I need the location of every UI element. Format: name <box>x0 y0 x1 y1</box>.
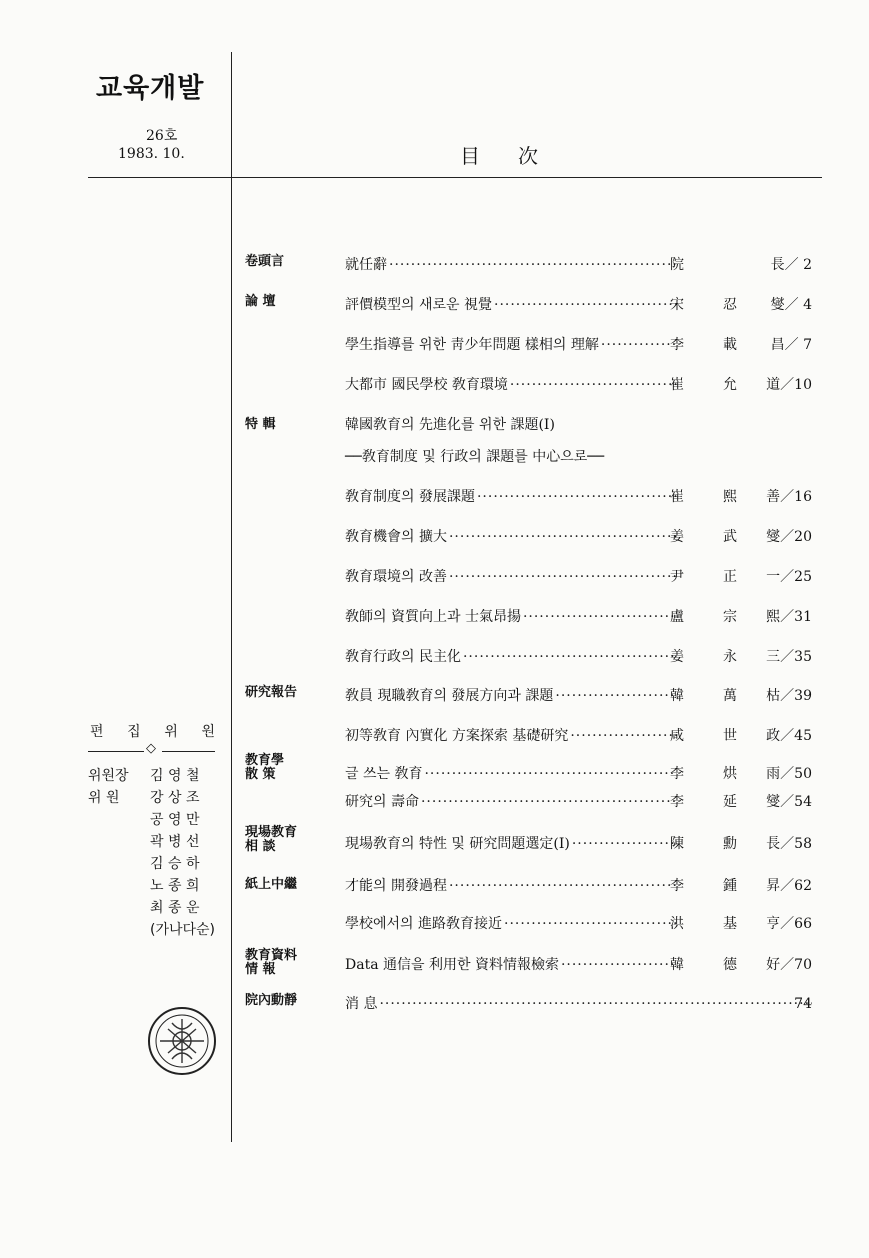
author-char: 允 <box>723 377 737 393</box>
author-char: 韓 <box>670 957 684 973</box>
editor-name: (가나다순) <box>150 922 216 938</box>
leader-dots <box>421 792 677 812</box>
header-rule <box>88 177 822 178</box>
toc-entry <box>345 686 812 706</box>
page-number: 政／45 <box>766 728 812 744</box>
page-number: 枯／39 <box>766 688 812 704</box>
page-number: 一／25 <box>766 569 812 585</box>
leader-dots <box>572 834 677 854</box>
entry-title: 글 쓰는 敎育 <box>345 766 423 782</box>
entry-title: 研究의 壽命 <box>345 794 419 810</box>
entry-title: 敎育制度의 發展課題 <box>345 489 475 505</box>
leader-dots <box>449 567 677 587</box>
entry-title: Data 通信을 利用한 資料情報檢索 <box>345 957 559 973</box>
author-char: 忍 <box>723 297 737 313</box>
author-char: 洪 <box>670 916 684 932</box>
editors-title: 편 집 위 원 <box>90 724 215 740</box>
author-char: 陳 <box>670 836 684 852</box>
toc-entry <box>345 764 812 784</box>
toc-entry <box>345 415 812 435</box>
page-number: 亨／66 <box>766 916 812 932</box>
author-char: 永 <box>723 649 737 665</box>
author-char: 盧 <box>670 609 684 625</box>
author-char: 世 <box>723 728 737 744</box>
seal-stamp-icon <box>146 1005 218 1077</box>
author-char: 熙 <box>723 489 737 505</box>
vertical-rule <box>231 52 232 1142</box>
author-char: 姜 <box>670 649 684 665</box>
editor-name: 김 승 하 <box>150 856 200 872</box>
editor-role: 위원장 <box>88 768 129 784</box>
author-char: 咸 <box>670 728 684 744</box>
entry-title: 敎育行政의 民主化 <box>345 649 461 665</box>
toc-entry <box>345 607 812 627</box>
editor-name: 김 영 철 <box>150 768 200 784</box>
author-char: 宋 <box>670 297 684 313</box>
toc-entry <box>345 914 812 934</box>
toc-entry <box>345 295 812 315</box>
section-label: 特 輯 <box>245 417 276 432</box>
author-char: 姜 <box>670 529 684 545</box>
page-number: 長／ 2 <box>770 257 812 273</box>
leader-dots <box>449 876 677 896</box>
toc-entry <box>345 527 812 547</box>
author-char: 正 <box>723 569 737 585</box>
toc-entry <box>345 876 812 896</box>
author-char: 院 <box>670 257 684 273</box>
author-char: 宗 <box>723 609 737 625</box>
page-number: 長／58 <box>766 836 812 852</box>
entry-title: 就任辭 <box>345 257 387 273</box>
magazine-title: 교육개발 <box>96 73 205 104</box>
author-char: 李 <box>670 878 684 894</box>
page-number: 道／10 <box>766 377 812 393</box>
entry-title: 敎員 現職敎育의 發展方向과 課題 <box>345 688 554 704</box>
editors-divider: ◇ <box>88 745 215 757</box>
author-char: 鍾 <box>723 878 737 894</box>
entry-title: 現場敎育의 特性 및 研究問題選定(Ⅰ) <box>345 836 570 852</box>
toc-entry <box>345 487 812 507</box>
section-label: 論 壇 <box>245 294 276 309</box>
leader-dots <box>477 487 677 507</box>
editor-name: 노 종 희 <box>150 878 200 894</box>
toc-entry <box>345 955 812 975</box>
section-label: 卷頭言 <box>245 254 285 269</box>
section-label: 現場教育 相 談 <box>245 825 298 854</box>
author-char: 崔 <box>670 489 684 505</box>
toc-title: 目次 <box>460 144 576 168</box>
leader-dots <box>389 255 677 275</box>
toc-entry <box>345 726 812 746</box>
toc-entry <box>345 255 812 275</box>
entry-title: 敎育環境의 改善 <box>345 569 447 585</box>
leader-dots <box>449 527 677 547</box>
toc-entry <box>345 834 812 854</box>
toc-entry <box>345 647 812 667</box>
author-char: 武 <box>723 529 737 545</box>
author-char: 李 <box>670 794 684 810</box>
section-label: 教育資料 情 報 <box>245 948 298 977</box>
entry-title: 消 息 <box>345 996 378 1012</box>
editor-name: 공 영 만 <box>150 812 200 828</box>
leader-dots <box>555 686 677 706</box>
entry-title: 才能의 開發過程 <box>345 878 447 894</box>
page-number: 好／70 <box>766 957 812 973</box>
author-char: 載 <box>723 337 737 353</box>
entry-title: 敎師의 資質向上과 士氣昂揚 <box>345 609 521 625</box>
page-number: 燮／ 4 <box>770 297 812 313</box>
leader-dots <box>379 994 812 1014</box>
entry-title: 學生指導를 위한 靑少年問題 樣相의 理解 <box>345 337 599 353</box>
section-label: 研究報告 <box>245 685 298 700</box>
author-char: 李 <box>670 337 684 353</box>
author-char: 崔 <box>670 377 684 393</box>
author-char: 李 <box>670 766 684 782</box>
page-number: 熙／31 <box>766 609 812 625</box>
leader-dots <box>523 607 677 627</box>
editor-name: 곽 병 선 <box>150 834 200 850</box>
entry-title: 敎育機會의 擴大 <box>345 529 447 545</box>
page-number: 燮／54 <box>766 794 812 810</box>
leader-dots <box>601 335 677 355</box>
leader-dots <box>424 764 677 784</box>
author-char: 韓 <box>670 688 684 704</box>
toc-entry <box>345 792 812 812</box>
special-subtitle: ──敎育制度 및 行政의 課題를 中心으로── <box>345 449 605 465</box>
entry-title: 學校에서의 進路敎育接近 <box>345 916 503 932</box>
leader-dots <box>570 726 677 746</box>
section-label: 院內動靜 <box>245 993 298 1008</box>
page-number: 昌／ 7 <box>770 337 812 353</box>
leader-dots <box>504 914 677 934</box>
page-number: 燮／20 <box>766 529 812 545</box>
page-number: 善／16 <box>766 489 812 505</box>
leader-dots <box>510 375 677 395</box>
entry-title: 初等敎育 內實化 方案探索 基礎研究 <box>345 728 569 744</box>
editor-name: 최 종 운 <box>150 900 200 916</box>
author-char: 基 <box>723 916 737 932</box>
toc-entry <box>345 375 812 395</box>
editor-role: 위 원 <box>88 790 120 806</box>
section-label: 教育學 散 策 <box>245 753 285 782</box>
issue-date: 1983. 10. <box>118 146 185 162</box>
toc-entry <box>345 335 812 355</box>
author-char: 萬 <box>723 688 737 704</box>
entry-title: 大都市 國民學校 敎育環境 <box>345 377 508 393</box>
toc-entry <box>345 567 812 587</box>
toc-entry <box>345 994 812 1014</box>
author-char: 延 <box>723 794 737 810</box>
entry-title: 評價模型의 새로운 視覺 <box>345 297 492 313</box>
issue-number: 26호 <box>146 128 178 144</box>
author-char: 德 <box>723 957 737 973</box>
entry-title: 韓國敎育의 先進化를 위한 課題(Ⅰ) <box>345 417 555 433</box>
page-number: 74 <box>794 996 812 1012</box>
editor-name: 강 상 조 <box>150 790 200 806</box>
page-number: 雨／50 <box>766 766 812 782</box>
author-char: 勳 <box>723 836 737 852</box>
section-label: 紙上中繼 <box>245 877 298 892</box>
leader-dots <box>463 647 677 667</box>
page-number: 三／35 <box>766 649 812 665</box>
leader-dots <box>561 955 677 975</box>
page-number: 昇／62 <box>766 878 812 894</box>
leader-dots <box>494 295 677 315</box>
author-char: 烘 <box>723 766 737 782</box>
author-char: 尹 <box>670 569 684 585</box>
